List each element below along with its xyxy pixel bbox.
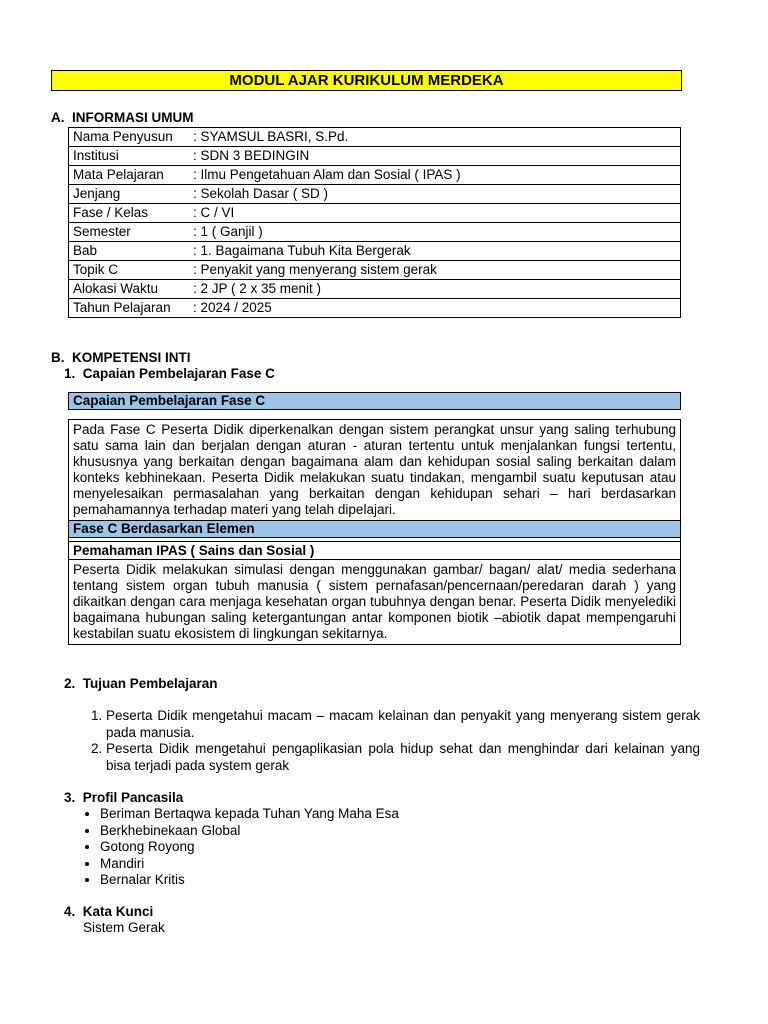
row-value: : Penyakit yang menyerang sistem gerak	[189, 261, 681, 280]
cp-paragraph: Pada Fase C Peserta Didik diperkenalkan dengan sistem perangkat unsur yang saling terhubung satu sama lain dan berjalan dengan aturan - aturan tertentu untuk menjalankan fungsi tertentu, khususnya yang berkaitan dengan bagaimana alam dan kehidupan sosial saling berkaitan dalam konteks kebhinekaan. Peserta Didik melakukan suatu tindakan, mengambil suatu keputusan atau menyelesaikan permasalahan yang berkaitan dengan kehidupan sehari – hari berdasarkan pemahamannya terhadap materi yang telah dipelajari.	[73, 422, 676, 517]
pemahaman-paragraph: Peserta Didik melakukan simulasi dengan menggunakan gambar/ bagan/ alat/ media sederhana tentang sistem organ tubuh manusia ( sistem pernafasan/pencernaan/peredaran darah ) yang dikaitkan dengan cara menjaga kesehatan organ tubuhnya dengan benar. Peserta Didik menyelediki bagaimana hubungan saling ketergantungan antar komponen biotik –abiotik dapat mempengaruhi kestabilan suatu ekosistem di lingkungan sekitarnya.	[73, 562, 676, 641]
row-key: Alokasi Waktu	[69, 280, 190, 299]
row-key: Bab	[69, 242, 190, 261]
info-table	[68, 127, 681, 318]
list-item: 2. Peserta Didik mengetahui pengaplikasian pola hidup sehat dan menghindar dari kelainan yang bisa terjadi pada system gerak	[106, 741, 700, 774]
row-value: : SYAMSUL BASRI, S.Pd.	[189, 128, 681, 147]
kata-kunci-value: Sistem Gerak	[83, 920, 165, 935]
row-key: Fase / Kelas	[69, 204, 190, 223]
row-key: Nama Penyusun	[69, 128, 190, 147]
subheading-capaian: 1. Capaian Pembelajaran Fase C	[64, 366, 275, 381]
row-key: Topik C	[69, 261, 190, 280]
table-row	[69, 185, 681, 204]
table-row	[69, 223, 681, 242]
table-row	[69, 280, 681, 299]
row-value: : C / VI	[189, 204, 681, 223]
table-row	[69, 147, 681, 166]
pemahaman-header: Pemahaman IPAS ( Sains dan Sosial )	[69, 541, 680, 560]
table-row	[69, 242, 681, 261]
row-value: : 2024 / 2025	[189, 299, 681, 318]
subheading-kata-kunci: 4. Kata Kunci	[64, 904, 154, 919]
table-row	[69, 128, 681, 147]
row-value: : Sekolah Dasar ( SD )	[189, 185, 681, 204]
row-key: Tahun Pelajaran	[69, 299, 190, 318]
document-title: MODUL AJAR KURIKULUM MERDEKA	[51, 70, 682, 91]
table-row	[69, 166, 681, 185]
cp-content-box	[68, 419, 681, 645]
profil-list	[80, 806, 399, 889]
list-item: • Beriman Bertaqwa kepada Tuhan Yang Maha Esa	[100, 806, 399, 823]
table-row	[69, 204, 681, 223]
list-item: • Bernalar Kritis	[100, 872, 399, 889]
list-item: • Mandiri	[100, 856, 399, 873]
row-value: : 1 ( Ganjil )	[189, 223, 681, 242]
subheading-tujuan: 2. Tujuan Pembelajaran	[64, 676, 218, 691]
elemen-header: Fase C Berdasarkan Elemen	[69, 520, 680, 538]
row-value: : 2 JP ( 2 x 35 menit )	[189, 280, 681, 299]
row-key: Semester	[69, 223, 190, 242]
row-value: : Ilmu Pengetahuan Alam dan Sosial ( IPAS )	[189, 166, 681, 185]
row-key: Institusi	[69, 147, 190, 166]
cp-header: Capaian Pembelajaran Fase C	[69, 393, 680, 409]
list-item: 1. Peserta Didik mengetahui macam – macam kelainan dan penyakit yang menyerang sistem gerak pada manusia.	[106, 708, 700, 741]
row-value: : 1. Bagaimana Tubuh Kita Bergerak	[189, 242, 681, 261]
section-b-heading: B. KOMPETENSI INTI	[51, 350, 191, 365]
subheading-profil: 3. Profil Pancasila	[64, 790, 184, 805]
table-row	[69, 299, 681, 318]
table-row	[69, 261, 681, 280]
list-item: • Berkhebinekaan Global	[100, 823, 399, 840]
cp-header-box	[68, 392, 681, 410]
tujuan-list	[80, 708, 700, 774]
list-item: • Gotong Royong	[100, 839, 399, 856]
row-value: : SDN 3 BEDINGIN	[189, 147, 681, 166]
section-a-heading: A. INFORMASI UMUM	[51, 110, 194, 125]
row-key: Jenjang	[69, 185, 190, 204]
row-key: Mata Pelajaran	[69, 166, 190, 185]
